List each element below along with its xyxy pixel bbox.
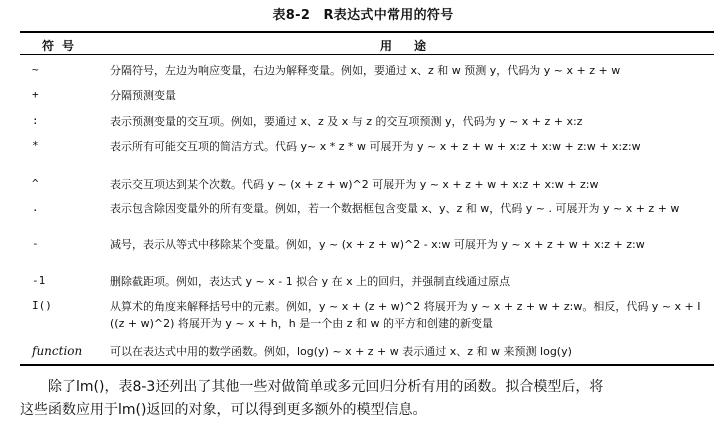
header-usage: 用途 xyxy=(380,39,449,53)
header-symbol: 符号 xyxy=(42,39,83,53)
row-usage: 从算术的角度来解释括号中的元素。例如，y ~ x + (z + w)^2 将展开为 y ~ x + z + w + z:w。相反，代码 y ~ x + I((z + w)^2) 将展开为 y ~ x + h，h 是一个由 z 和 w 的平方和创建的新变量 xyxy=(110,300,701,330)
body-paragraph-line-2: 这些函数应用于lm()返回的对象，可以得到更多额外的模型信息。 xyxy=(20,402,427,418)
row-symbol: - xyxy=(32,237,39,250)
row-symbol: : xyxy=(32,114,39,127)
table-header-rule xyxy=(20,54,714,55)
row-symbol: I() xyxy=(32,299,52,312)
row-usage: 分隔符号，左边为响应变量，右边为解释变量。例如，要通过 x、z 和 w 预测 y，代码为 y ~ x + z + w xyxy=(110,64,621,77)
row-symbol: ^ xyxy=(32,177,39,190)
table-caption: 表8-2 R表达式中常用的符号 xyxy=(272,8,454,23)
row-symbol: ~ xyxy=(32,63,39,76)
body-paragraph-line-1: 除了lm()，表8-3还列出了其他一些对做简单或多元回归分析有用的函数。拟合模型后，将 xyxy=(48,379,604,395)
row-usage: 分隔预测变量 xyxy=(110,89,176,102)
table-top-rule xyxy=(20,31,714,33)
row-usage: 表示包含除因变量外的所有变量。例如，若一个数据框包含变量 x、y、z 和 w，代码 y ~ . 可展开为 y ~ x + z + w xyxy=(110,202,680,215)
row-usage: 表示交互项达到某个次数。代码 y ~ (x + z + w)^2 可展开为 y ~ x + z + w + x:z + x:w + z:w xyxy=(110,178,599,191)
row-usage: 删除截距项。例如，表达式 y ~ x - 1 拟合 y 在 x 上的回归，并强制直线通过原点 xyxy=(110,275,511,288)
row-usage: 可以在表达式中用的数学函数。例如，log(y) ~ x + z + w 表示通过 x、z 和 w 来预测 log(y) xyxy=(110,345,572,358)
row-symbol: . xyxy=(32,201,39,214)
row-usage: 表示预测变量的交互项。例如，要通过 x、z 及 x 与 z 的交互项预测 y，代码为 y ~ x + z + x:z xyxy=(110,115,583,128)
row-symbol: * xyxy=(32,139,39,152)
row-usage: 减号，表示从等式中移除某个变量。例如，y ~ (x + z + w)^2 - x:w 可展开为 y ~ x + z + w + x:z + z:w xyxy=(110,238,645,251)
row-usage: 表示所有可能交互项的简洁方式。代码 y~ x * z * w 可展开为 y ~ x + z + w + x:z + x:w + z:w + x:z:w xyxy=(110,140,641,153)
row-symbol: function xyxy=(32,344,83,358)
table-bottom-rule xyxy=(20,364,714,366)
row-symbol: + xyxy=(32,88,39,101)
row-symbol: -1 xyxy=(32,274,46,287)
